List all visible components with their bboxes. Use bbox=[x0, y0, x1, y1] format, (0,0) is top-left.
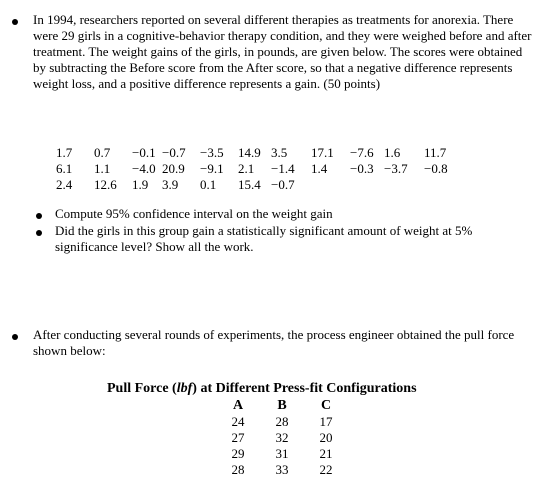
data-cell bbox=[311, 177, 350, 193]
table-cell: 20 bbox=[319, 430, 333, 445]
table-cell: 31 bbox=[275, 446, 289, 461]
table-cell: 21 bbox=[319, 446, 333, 461]
problem-1-intro: In 1994, researchers reported on several different therapies as treatments for anorexia. There were 29 girls in a cognitive-behavior therapy condition, and they were weighed before and after treatment. The weight gains of the girls, in pounds, are given below. The scores were obtained by subtracting the Before score from the After score, so that a negative difference represents weight loss, and a positive difference represents a gain. (50 points) bbox=[33, 12, 532, 91]
table-cell: 22 bbox=[319, 462, 333, 477]
data-cell: 2.1 bbox=[238, 161, 255, 176]
data-cell: −0.7 bbox=[162, 145, 186, 160]
data-cell: 3.5 bbox=[271, 145, 288, 160]
data-cell bbox=[384, 177, 424, 193]
data-cell: −3.7 bbox=[384, 161, 408, 176]
pull-force-table bbox=[216, 398, 348, 478]
data-cell: 17.1 bbox=[311, 145, 334, 160]
data-cell: 14.9 bbox=[238, 145, 261, 160]
data-row bbox=[56, 145, 464, 161]
data-cell: −0.7 bbox=[271, 177, 295, 192]
table-cell: 28 bbox=[275, 414, 289, 429]
bullet-problem-1 bbox=[12, 19, 18, 25]
weight-gain-data-table bbox=[56, 145, 464, 193]
table-cell: 32 bbox=[275, 430, 289, 445]
table-row bbox=[216, 430, 348, 446]
unit-lbf: lbf bbox=[176, 381, 193, 396]
data-cell: 1.4 bbox=[311, 161, 328, 176]
table-row bbox=[216, 462, 348, 478]
data-cell: 20.9 bbox=[162, 161, 185, 176]
data-cell: −7.6 bbox=[350, 145, 374, 160]
pull-force-table-title: Pull Force (lbf) at Different Press-fit Configurations bbox=[107, 381, 417, 396]
data-cell bbox=[350, 177, 384, 193]
problem-2-intro: After conducting several rounds of experiments, the process engineer obtained the pull force shown below: bbox=[33, 327, 515, 358]
table-row bbox=[216, 446, 348, 462]
data-cell: −0.1 bbox=[132, 145, 156, 160]
data-cell: −4.0 bbox=[132, 161, 156, 176]
data-cell: 0.1 bbox=[200, 177, 217, 192]
data-cell: −0.8 bbox=[424, 161, 448, 176]
data-cell: 2.4 bbox=[56, 177, 73, 192]
column-header-a: A bbox=[232, 398, 244, 413]
data-cell: 1.9 bbox=[132, 177, 149, 192]
bullet-task-1 bbox=[36, 213, 42, 219]
bullet-task-2 bbox=[36, 230, 42, 236]
data-cell: 15.4 bbox=[238, 177, 261, 192]
data-cell: 1.1 bbox=[94, 161, 111, 176]
data-cell: 1.7 bbox=[56, 145, 73, 160]
data-row bbox=[56, 177, 464, 193]
task-confidence-interval: Compute 95% confidence interval on the weight gain bbox=[55, 206, 333, 221]
data-cell: −0.3 bbox=[350, 161, 374, 176]
data-cell: 12.6 bbox=[94, 177, 117, 192]
table-cell: 17 bbox=[319, 414, 333, 429]
bullet-problem-2 bbox=[12, 334, 18, 340]
table-cell: 28 bbox=[231, 462, 245, 477]
column-header-c: C bbox=[320, 398, 332, 413]
column-header-b: B bbox=[277, 398, 287, 413]
data-row bbox=[56, 161, 464, 177]
table-cell: 27 bbox=[231, 430, 245, 445]
table-cell: 29 bbox=[231, 446, 245, 461]
data-cell: 11.7 bbox=[424, 145, 447, 160]
data-cell: −9.1 bbox=[200, 161, 224, 176]
table-row bbox=[216, 414, 348, 430]
data-cell: −1.4 bbox=[271, 161, 295, 176]
table-cell: 33 bbox=[275, 462, 289, 477]
data-cell: 3.9 bbox=[162, 177, 179, 192]
data-cell bbox=[424, 177, 464, 193]
data-cell: 6.1 bbox=[56, 161, 73, 176]
task-significance-test: Did the girls in this group gain a statistically significant amount of weight at 5% significance level? Show all the work. bbox=[55, 223, 473, 254]
data-cell: 1.6 bbox=[384, 145, 401, 160]
data-cell: −3.5 bbox=[200, 145, 224, 160]
table-cell: 24 bbox=[231, 414, 245, 429]
data-cell: 0.7 bbox=[94, 145, 111, 160]
